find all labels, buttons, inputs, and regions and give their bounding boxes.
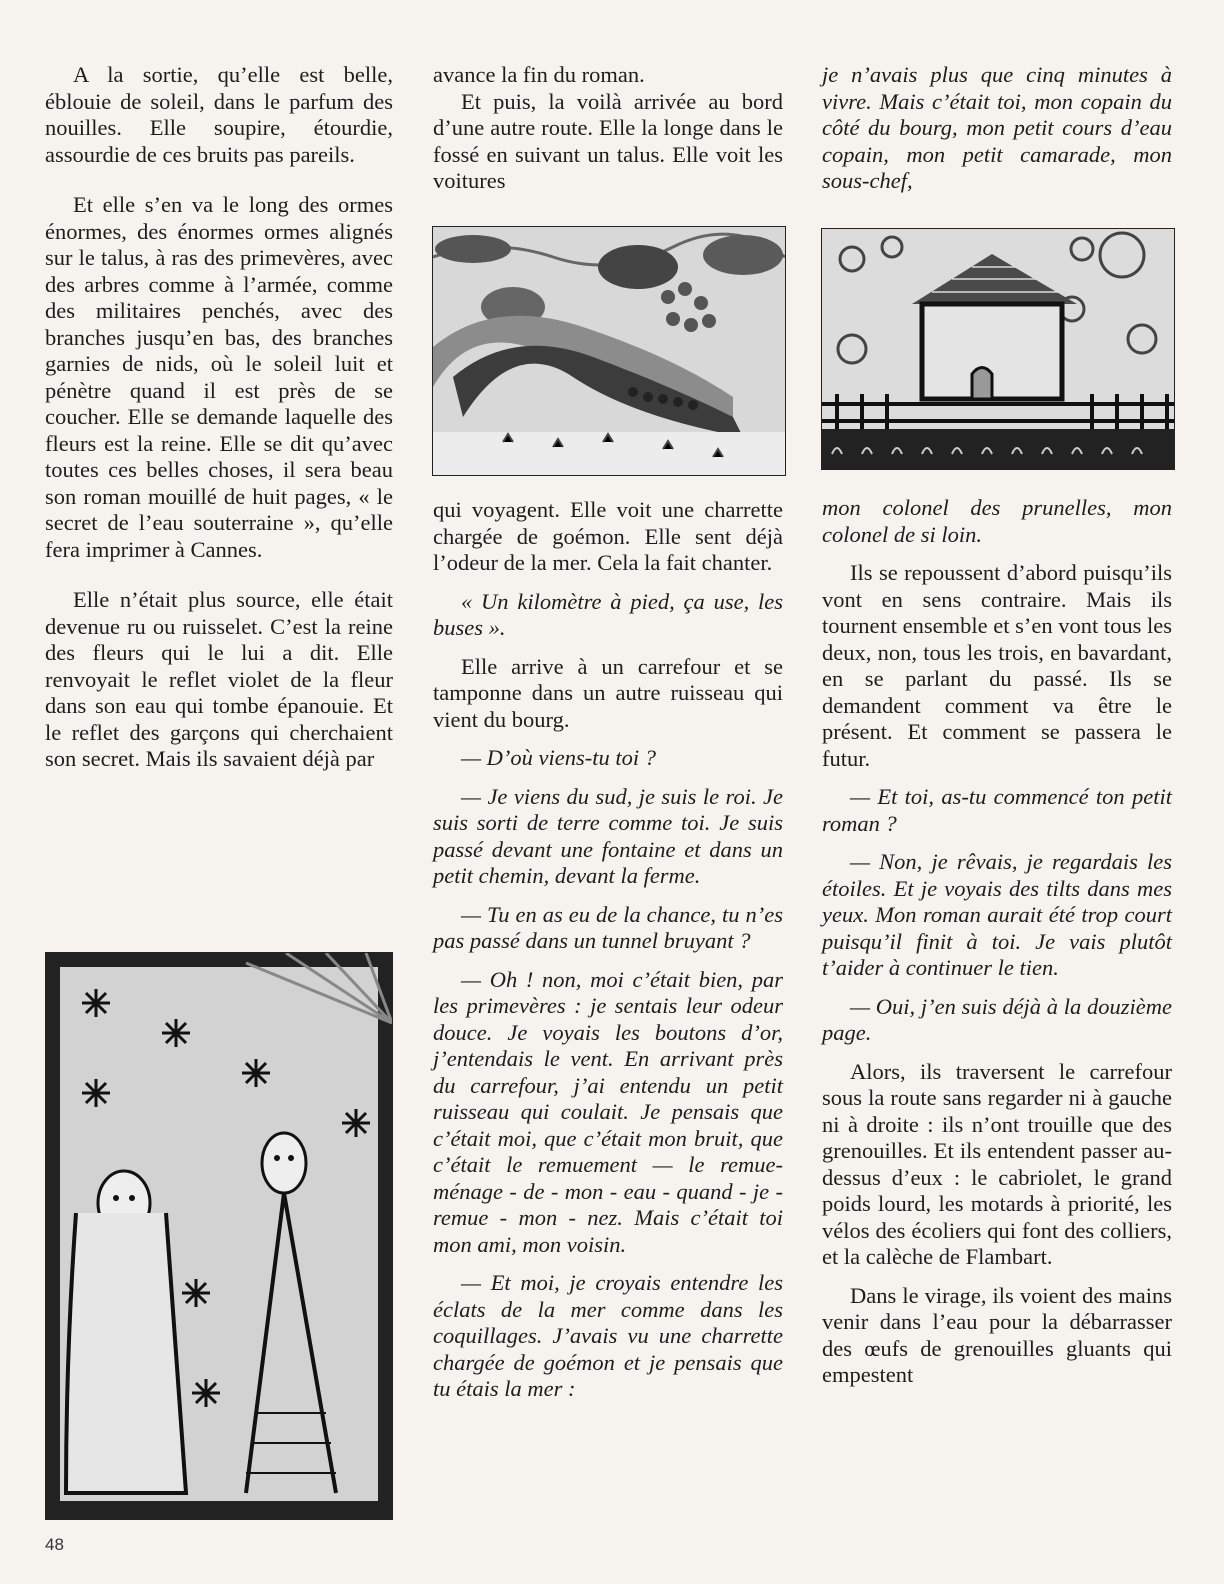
column-middle-bottom: [433, 497, 783, 1403]
paragraph: Ils se repoussent d’abord puisqu’ils vont en sens contraire. Mais ils tournent ensemble et s’en vont tous les deux, non, tous les trois, en bavardant, en se parlant du passé. Ils se demandent comment va être le présent. Et comment se passera le futur.: [822, 560, 1172, 771]
paragraph: Et puis, la voilà arrivée au bord d’une autre route. Elle la longe dans le fossé en suivant un talus. Elle voit les voitures: [433, 88, 783, 193]
dialogue-line: — Et toi, as-tu commencé ton petit roman ?: [822, 784, 1172, 836]
dialogue-line: — Oh ! non, moi c’était bien, par les primevères : je sentais leur odeur douce. Je voyais les boutons d’or, j’entendais le vent. En arrivant près du carrefour, j’ai entendu un petit ruisseau qui coulait. Je pensais que c’était moi, que c’était mon bruit, que c’était le remuement — le remue-ménage - de - mon - eau - quand - je - remue - mon - nez. Mais c’était toi mon ami, mon voisin.: [433, 966, 783, 1257]
page-number: 48: [45, 1535, 64, 1554]
dialogue-line: — Et moi, je croyais entendre les éclats de la mer comme dans les coquillages. J’avais vu une charrette chargée de goémon et je pensais que tu étais la mer :: [433, 1270, 783, 1401]
dialogue-line: — Oui, j’en suis déjà à la douzième page.: [822, 993, 1172, 1045]
dialogue-line: — D’où viens-tu toi ?: [461, 745, 656, 770]
paragraph: A la sortie, qu’elle est belle, éblouie de soleil, dans le parfum des nouilles. Elle soupire, étourdie, assourdie de ces bruits pas pareils.: [45, 62, 393, 167]
dialogue-line: mon colonel des prunelles, mon colonel de si loin.: [822, 495, 1172, 547]
column-left: [45, 62, 393, 773]
dialogue-line: — Non, je rêvais, je regardais les étoiles. Et je voyais des tilts dans mes yeux. Mon roman aurait été trop court puisqu’il finit à toi. Je vais plutôt t’aider à continuer le tien.: [822, 849, 1172, 980]
dialogue-line: — Je viens du sud, je suis le roi. Je suis sorti de terre comme toi. Je suis passé devant une fontaine et dans un petit chemin, devant la ferme.: [433, 783, 783, 888]
column-right-top: [822, 62, 1172, 195]
paragraph: Elle n’était plus source, elle était devenue ru ou ruisselet. C’est la reine des fleurs qui le lui a dit. Elle renvoyait le reflet violet de la fleur dans son eau qui tombe épanouie. Et le reflet des garçons qui cherchaient son secret. Mais ils savaient déjà par: [45, 587, 393, 771]
paragraph: avance la fin du roman.: [433, 62, 645, 87]
paragraph: Elle arrive à un carrefour et se tamponne dans un autre ruisseau qui vient du bourg.: [433, 653, 783, 732]
dialogue-line: je n’avais plus que cinq minutes à vivre. Mais c’était toi, mon copain du côté du bourg, mon petit cours d’eau copain, mon petit camarade, mon sous-chef,: [822, 62, 1172, 193]
paragraph: « Un kilomètre à pied, ça use, les buses ».: [433, 588, 783, 640]
house-drawing: [821, 228, 1175, 470]
column-middle-top: [433, 62, 783, 195]
dialogue-line: — Tu en as eu de la chance, tu n’es pas passé dans un tunnel bruyant ?: [433, 901, 783, 953]
children-drawing: [45, 952, 393, 1520]
paragraph: Dans le virage, ils voient des mains venir dans l’eau pour la débarrasser des œufs de grenouilles gluants qui empestent: [822, 1282, 1172, 1387]
countryside-drawing: [432, 226, 786, 476]
column-right-bottom: [822, 495, 1172, 1389]
paragraph: qui voyagent. Elle voit une charrette chargée de goémon. Elle sent déjà l’odeur de la mer. Cela la fait chanter.: [433, 497, 783, 575]
paragraph: Alors, ils traversent le carrefour sous la route sans regarder ni à gauche ni à droite : ils n’ont trouille que des grenouilles. Et ils entendent passer au-dessus d’eux : le cabriolet, le grand poids lourd, les motards à priorité, les vélos des écoliers qui font des colliers, et la calèche de Flambart.: [822, 1058, 1172, 1269]
paragraph: Et elle s’en va le long des ormes énormes, des énormes ormes alignés sur le talus, à ras des primevères, avec des arbres comme à l’armée, comme des militaires penchés, avec des branches jusqu’en bas, des branches garnies de nids, où le soleil luit et pénètre quand il est près de se coucher. Elle se demande laquelle des fleurs est la reine. Elle se dit qu’avec toutes ces belles choses, il sera beau son roman mouillé de huit pages, « le secret de l’eau souterraine », qu’elle fera imprimer à Cannes.: [45, 192, 393, 562]
